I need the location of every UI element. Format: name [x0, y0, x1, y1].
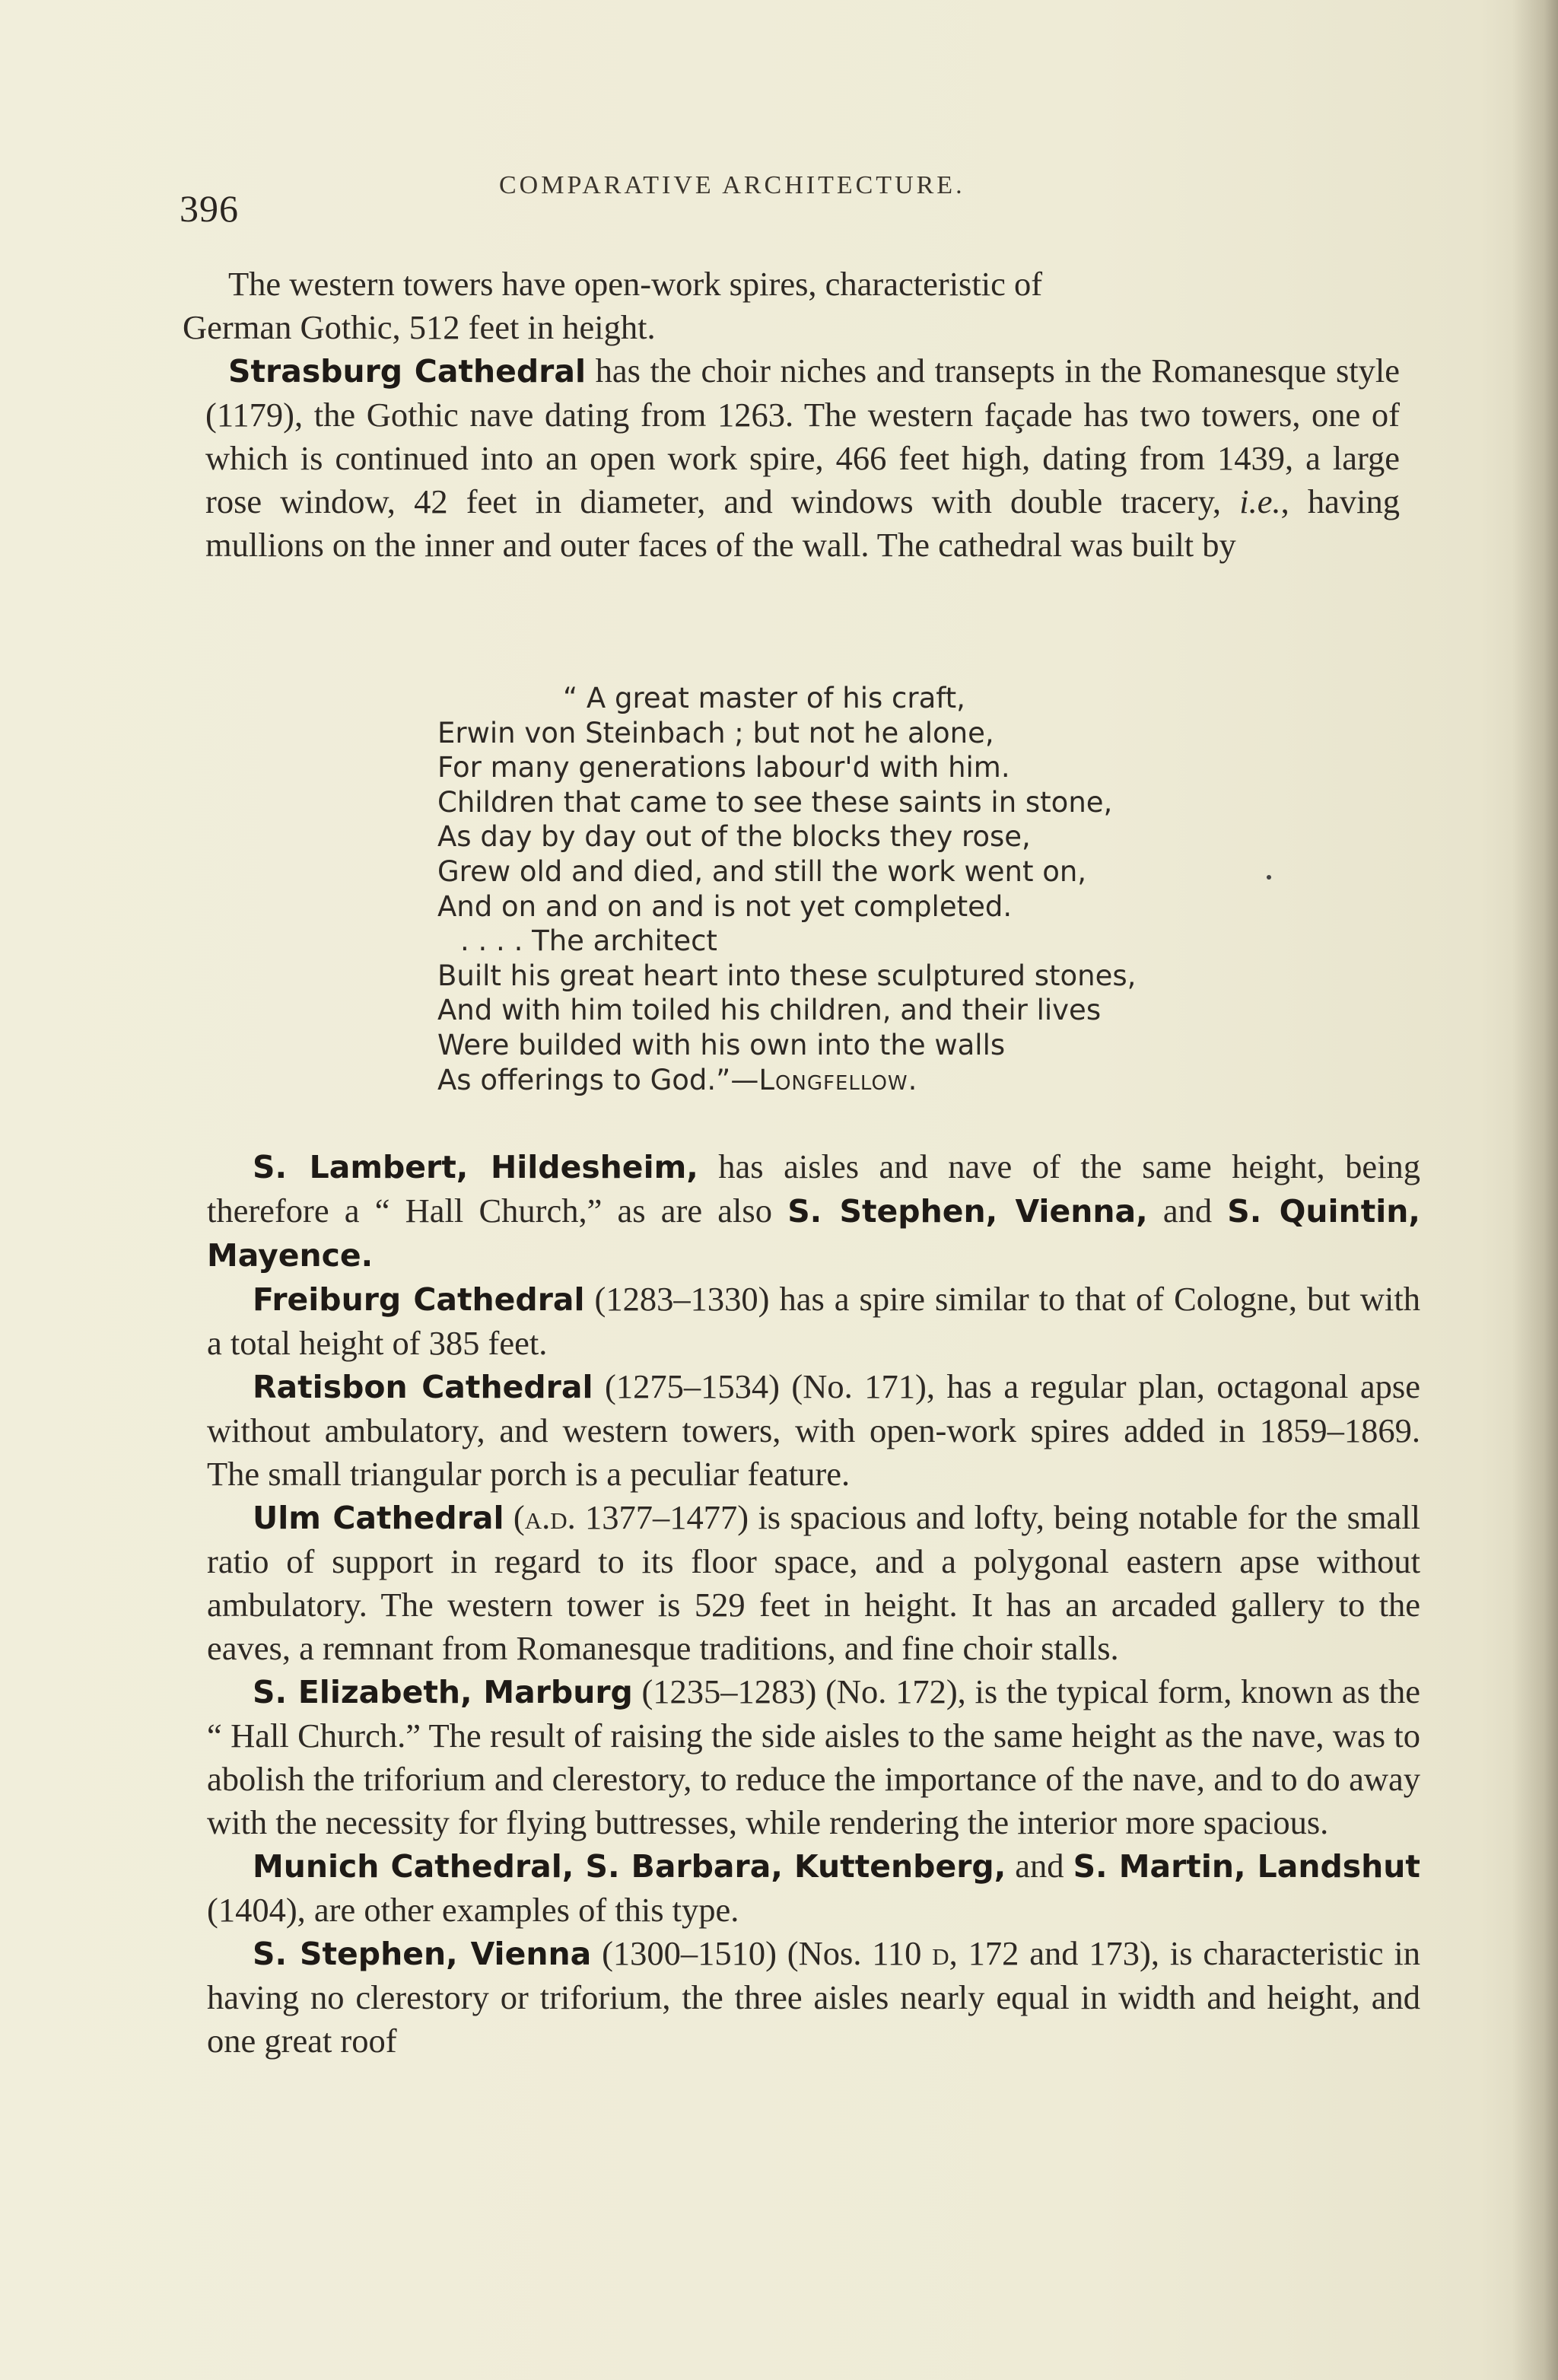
heading-s-elizabeth: S. Elizabeth, Marburg: [253, 1674, 633, 1710]
text-span: (1404), are other examples of this type.: [207, 1891, 739, 1929]
text-span: (1275–1534) (No. 171), has a regular plan, octagonal apse without ambulatory, and western towers, with open-work spires added in 1859–1869. The small triangular porch is a peculiar feature.: [207, 1367, 1420, 1493]
text-span: (1300–1510) (Nos. 110: [591, 1934, 933, 1972]
text-span: and: [1147, 1192, 1228, 1230]
text-span: has aisles and nave of the same height, being therefore a “ Hall Church,” as are also: [207, 1147, 1420, 1230]
poem-line: Were builded with his own into the walls: [437, 1028, 1006, 1061]
paragraph-s-lambert: [207, 1145, 1420, 1278]
poem-line: As day by day out of the blocks they rose,: [437, 820, 1031, 854]
print-speck: [1267, 875, 1271, 880]
text-span: 1377–1477) is spacious and lofty, being notable for the small ratio of support in regard to its floor space, and a polygonal eastern apse without ambulatory. The western tower is 529 feet in height. It has an arcaded gallery to the eaves, a remnant from Romanesque traditions, and fine choir stalls.: [207, 1498, 1420, 1667]
paragraph-ulm: [207, 1496, 1420, 1670]
poem-attribution: Longfellow.: [758, 1063, 918, 1096]
heading-s-stephen: S. Stephen, Vienna,: [787, 1193, 1148, 1230]
text-span: (1235–1283) (No. 172), is the typical form, known as the “ Hall Church.” The result of raising the side aisles to the same height as the nave, was to abolish the triforium and clerestory, to reduce the importance of the nave, and to do away with the necessity for flying buttresses, while rendering the interior more spacious.: [207, 1672, 1420, 1841]
heading-s-lambert: S. Lambert, Hildesheim,: [253, 1149, 698, 1185]
page-edge-shadow: [1512, 0, 1558, 2380]
text-span: (: [504, 1498, 525, 1536]
heading-s-martin: S. Martin, Landshut: [1073, 1848, 1420, 1885]
text-span: (1283–1330) has a spire similar to that of Cologne, but with a total height of 385 feet.: [207, 1280, 1421, 1362]
heading-strasburg-cathedral: Strasburg Cathedral: [228, 353, 587, 390]
poem-line: [437, 1063, 1274, 1098]
heading-ulm-cathedral: Ulm Cathedral: [253, 1500, 504, 1536]
poem-line: Grew old and died, and still the work went on,: [437, 854, 1087, 888]
heading-s-quintin: S. Quintin, Mayence.: [207, 1193, 1420, 1274]
poem-line: Children that came to see these saints in stone,: [437, 785, 1113, 819]
text-span: , having mullions on the inner and outer faces of the wall. The cathedral was built by: [205, 482, 1400, 564]
text-span: , 172 and 173), is characteristic in having no clerestory or triforium, the three aisles nearly equal in width and height, and one great roof: [207, 1934, 1420, 2060]
italic-abbreviation: i.e.: [1239, 482, 1281, 520]
poem-line: For many generations labour'd with him.: [437, 751, 1010, 784]
text-span: has the choir niches and transepts in the Romanesque style (1179), the Gothic nave dating from 1263. The western façade has two towers, one of which is continued into an open work spire, 466 feet high, dating from 1439, a large rose window, 42 feet in diameter, and windows with double tracery,: [205, 352, 1400, 520]
poem-line: And on and on and is not yet completed.: [437, 889, 1013, 923]
paragraph-s-elizabeth: [207, 1670, 1420, 1844]
paragraph-strasburg: [205, 349, 1400, 567]
line: German Gothic, 512 feet in height.: [183, 308, 656, 346]
paragraph-munich: [207, 1844, 1420, 1932]
text-span: and: [1006, 1847, 1073, 1885]
poem-line: Erwin von Steinbach ; but not he alone,: [437, 716, 994, 749]
page-header: [180, 164, 1427, 230]
heading-munich-cathedral: Munich Cathedral, S. Barbara, Kuttenberg,: [253, 1848, 1006, 1885]
paragraph-western-towers: [183, 262, 1400, 349]
poem-final-text: As offerings to God.”—: [437, 1063, 759, 1096]
era-abbreviation: a.d.: [524, 1498, 576, 1536]
heading-s-stephen-vienna: S. Stephen, Vienna: [253, 1936, 592, 1972]
running-title: COMPARATIVE ARCHITECTURE.: [499, 171, 965, 199]
lower-text-block: [207, 1145, 1420, 2063]
figure-letter: d: [932, 1934, 949, 1972]
upper-text-block: [183, 262, 1400, 567]
poem-line: “ A great master of his craft,: [563, 682, 965, 714]
poem-line: Built his great heart into these sculptured stones,: [437, 959, 1137, 992]
poem-quotation: [437, 681, 1274, 1097]
poem-line: . . . . The architect: [460, 924, 717, 958]
paragraph-freiburg: [207, 1278, 1420, 1365]
line: The western towers have open-work spires, characteristic of: [228, 265, 1043, 303]
heading-freiburg-cathedral: Freiburg Cathedral: [253, 1281, 585, 1318]
paragraph-s-stephen-vienna: [207, 1932, 1420, 2063]
poem-line: And with him toiled his children, and their lives: [437, 994, 1102, 1027]
paragraph-ratisbon: [207, 1365, 1420, 1496]
heading-ratisbon-cathedral: Ratisbon Cathedral: [253, 1369, 593, 1405]
page-number: 396: [180, 187, 239, 230]
